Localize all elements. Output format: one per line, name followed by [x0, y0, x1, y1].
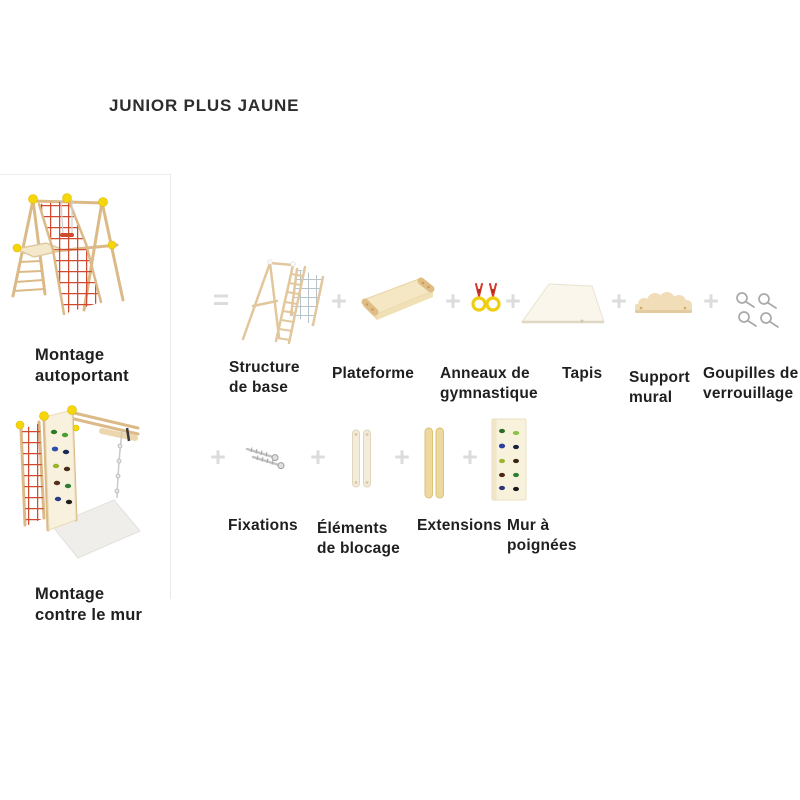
component-label-extensions	[417, 516, 502, 536]
plus-sign: +	[505, 286, 521, 316]
component-structure-de-base	[236, 252, 332, 347]
component-label-fixations	[228, 516, 298, 536]
plus-sign: +	[703, 286, 719, 316]
component-label-goupilles	[703, 364, 798, 403]
label-line: Goupilles de	[703, 365, 799, 382]
caption-line: Montage	[35, 346, 105, 364]
label-line: Tapis	[562, 365, 603, 382]
label-line: de base	[229, 378, 289, 396]
label-line: Éléments	[317, 520, 388, 537]
component-extensions	[424, 426, 445, 500]
component-label-anneaux	[440, 364, 538, 403]
label-line: gymnastique	[440, 384, 538, 402]
wall-mounted-frame-icon	[10, 398, 150, 563]
plus-sign: +	[611, 286, 627, 316]
freestanding-frame-icon	[5, 183, 155, 333]
label-line: de blocage	[317, 539, 400, 557]
component-label-structure-de-base	[229, 358, 300, 397]
component-label-elements-de-blocage	[317, 519, 400, 558]
label-line: Fixations	[228, 517, 298, 534]
plus-sign: +	[310, 442, 326, 472]
label-line: Extensions	[417, 517, 502, 534]
page-title: JUNIOR PLUS JAUNE	[109, 96, 300, 115]
component-goupilles	[735, 291, 781, 335]
component-label-mur-a-poignees	[507, 516, 577, 555]
label-line: Structure	[229, 359, 300, 376]
label-line: mural	[629, 388, 673, 406]
label-line: Support	[629, 369, 690, 386]
label-line: Plateforme	[332, 365, 415, 382]
label-line: verrouillage	[703, 384, 794, 402]
component-label-tapis	[562, 364, 602, 384]
plus-sign: +	[462, 442, 478, 472]
component-elements-de-blocage	[351, 428, 373, 489]
screws-icon	[244, 442, 286, 472]
plus-sign: +	[445, 286, 461, 316]
label-line: Mur à	[507, 517, 550, 534]
assembly-caption-wall	[35, 584, 142, 626]
wall-bracket-icon	[633, 289, 695, 317]
plus-sign: +	[394, 442, 410, 472]
plus-sign: +	[331, 286, 347, 316]
label-line: Anneaux de	[440, 365, 530, 382]
platform-icon	[355, 272, 437, 336]
caption-line: autoportant	[35, 367, 129, 385]
climbing-holds-wall-icon	[491, 418, 527, 501]
equals-sign: =	[212, 284, 230, 315]
mat-icon	[520, 281, 606, 327]
plus-sign: +	[210, 442, 226, 472]
freestanding-assembly-image	[5, 183, 155, 333]
caption-line: contre le mur	[35, 606, 143, 624]
assembly-caption-freestanding	[35, 345, 129, 387]
wall-assembly-image	[10, 398, 150, 563]
component-support-mural	[633, 289, 695, 317]
component-label-plateforme	[332, 364, 414, 384]
gym-rings-icon	[471, 283, 501, 321]
component-fixations	[244, 442, 286, 472]
locking-pins-icon	[735, 291, 781, 335]
base-structure-icon	[236, 252, 332, 347]
component-tapis	[520, 281, 606, 327]
component-label-support-mural	[629, 368, 690, 407]
component-plateforme	[355, 272, 437, 336]
component-anneaux	[471, 283, 501, 321]
blocking-slats-icon	[351, 428, 373, 489]
component-mur-a-poignees	[491, 418, 527, 501]
caption-line: Montage	[35, 585, 105, 603]
label-line: poignées	[507, 536, 577, 554]
extension-slats-icon	[424, 426, 445, 500]
